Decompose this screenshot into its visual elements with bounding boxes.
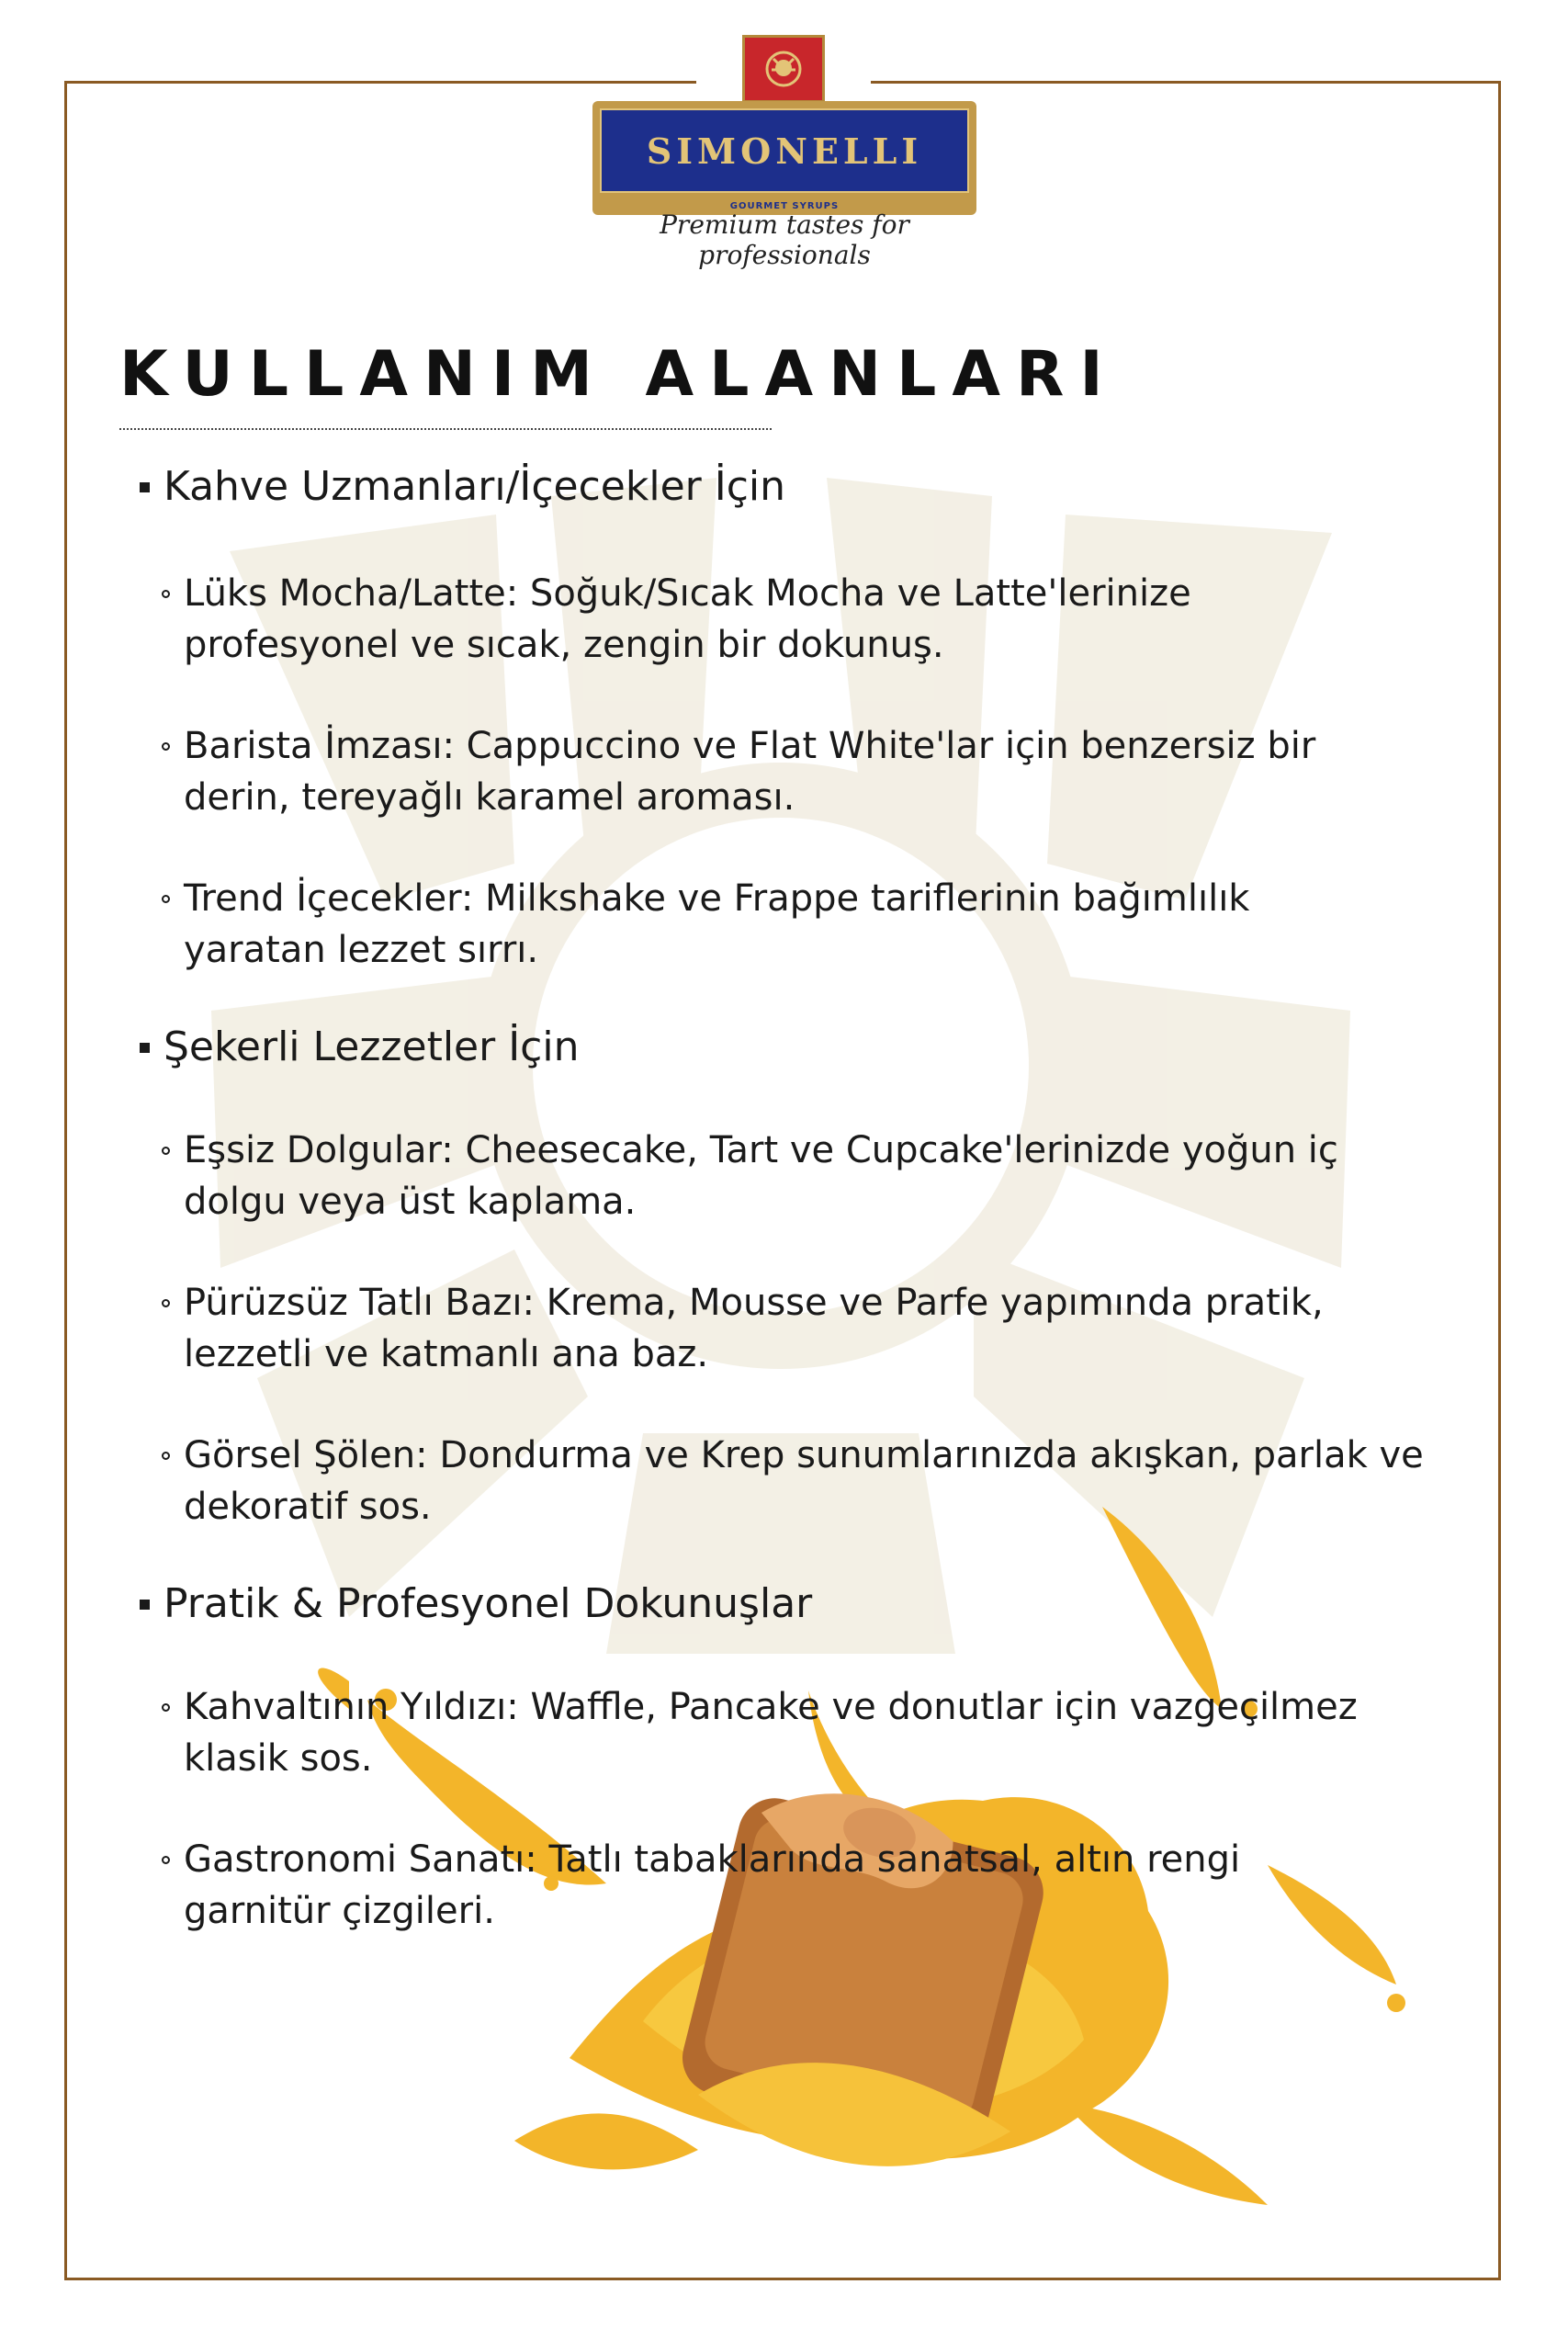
brand-logo [588, 35, 981, 270]
list-item [138, 1430, 1488, 1532]
section-heading [138, 1022, 1470, 1073]
page-title: KULLANIM ALANLARI [119, 338, 1119, 411]
square-bullet-icon [140, 482, 150, 492]
list-item [138, 1834, 1369, 1937]
title-divider [119, 428, 772, 430]
list-item [138, 1125, 1451, 1227]
list-item [138, 873, 1387, 976]
circle-bullet-icon [162, 590, 170, 598]
square-bullet-icon [140, 1043, 150, 1053]
list-item-text: Barista İmzası: Cappuccino ve Flat White'lar için benzersiz bir derin, tereyağlı karamel aroması. [184, 725, 1316, 819]
circle-bullet-icon [162, 1856, 170, 1864]
section-heading-text: Kahve Uzmanları/İçecekler İçin [164, 463, 785, 510]
section-heading-text: Şekerli Lezzetler İçin [164, 1023, 580, 1070]
list-item-text: Gastronomi Sanatı: Tatlı tabaklarında sanatsal, altın rengi garnitür çizgileri. [184, 1838, 1241, 1932]
section-heading [138, 1578, 1470, 1630]
usage-content [138, 461, 1470, 1937]
list-item [138, 1277, 1461, 1380]
list-item-text: Eşsiz Dolgular: Cheesecake, Tart ve Cupcake'lerinizde yoğun iç dolgu veya üst kaplama. [184, 1129, 1338, 1223]
section-heading-text: Pratik & Profesyonel Dokunuşlar [164, 1580, 813, 1627]
brand-subtitle: GOURMET SYRUPS [729, 201, 840, 211]
circle-bullet-icon [162, 1147, 170, 1155]
list-item [138, 568, 1369, 671]
circle-bullet-icon [162, 895, 170, 903]
lion-crest-icon [742, 35, 825, 103]
section-heading [138, 461, 1470, 513]
brand-name: SIMONELLI [646, 130, 923, 172]
list-item [138, 1681, 1470, 1784]
list-item-text: Trend İçecekler: Milkshake ve Frappe tariflerinin bağımlılık yaratan lezzet sırrı. [184, 877, 1250, 971]
list-item-text: Lüks Mocha/Latte: Soğuk/Sıcak Mocha ve Latte'lerinize profesyonel ve sıcak, zengin bir dokunuş. [184, 572, 1191, 666]
list-item-text: Pürüzsüz Tatlı Bazı: Krema, Mousse ve Parfe yapımında pratik, lezzetli ve katmanlı ana baz. [184, 1282, 1324, 1375]
list-item [138, 720, 1415, 823]
circle-bullet-icon [162, 1452, 170, 1460]
brand-plate-inner [600, 108, 969, 193]
list-item-text: Kahvaltının Yıldızı: Waffle, Pancake ve donutlar için vazgeçilmez klasik sos. [184, 1686, 1358, 1780]
circle-bullet-icon [162, 1703, 170, 1712]
circle-bullet-icon [162, 1299, 170, 1307]
circle-bullet-icon [162, 742, 170, 751]
brand-plate [592, 101, 976, 215]
square-bullet-icon [140, 1600, 150, 1610]
brand-tagline: Premium tastes for professionals [660, 209, 909, 270]
list-item-text: Görsel Şölen: Dondurma ve Krep sunumlarınızda akışkan, parlak ve dekoratif sos. [184, 1434, 1424, 1528]
